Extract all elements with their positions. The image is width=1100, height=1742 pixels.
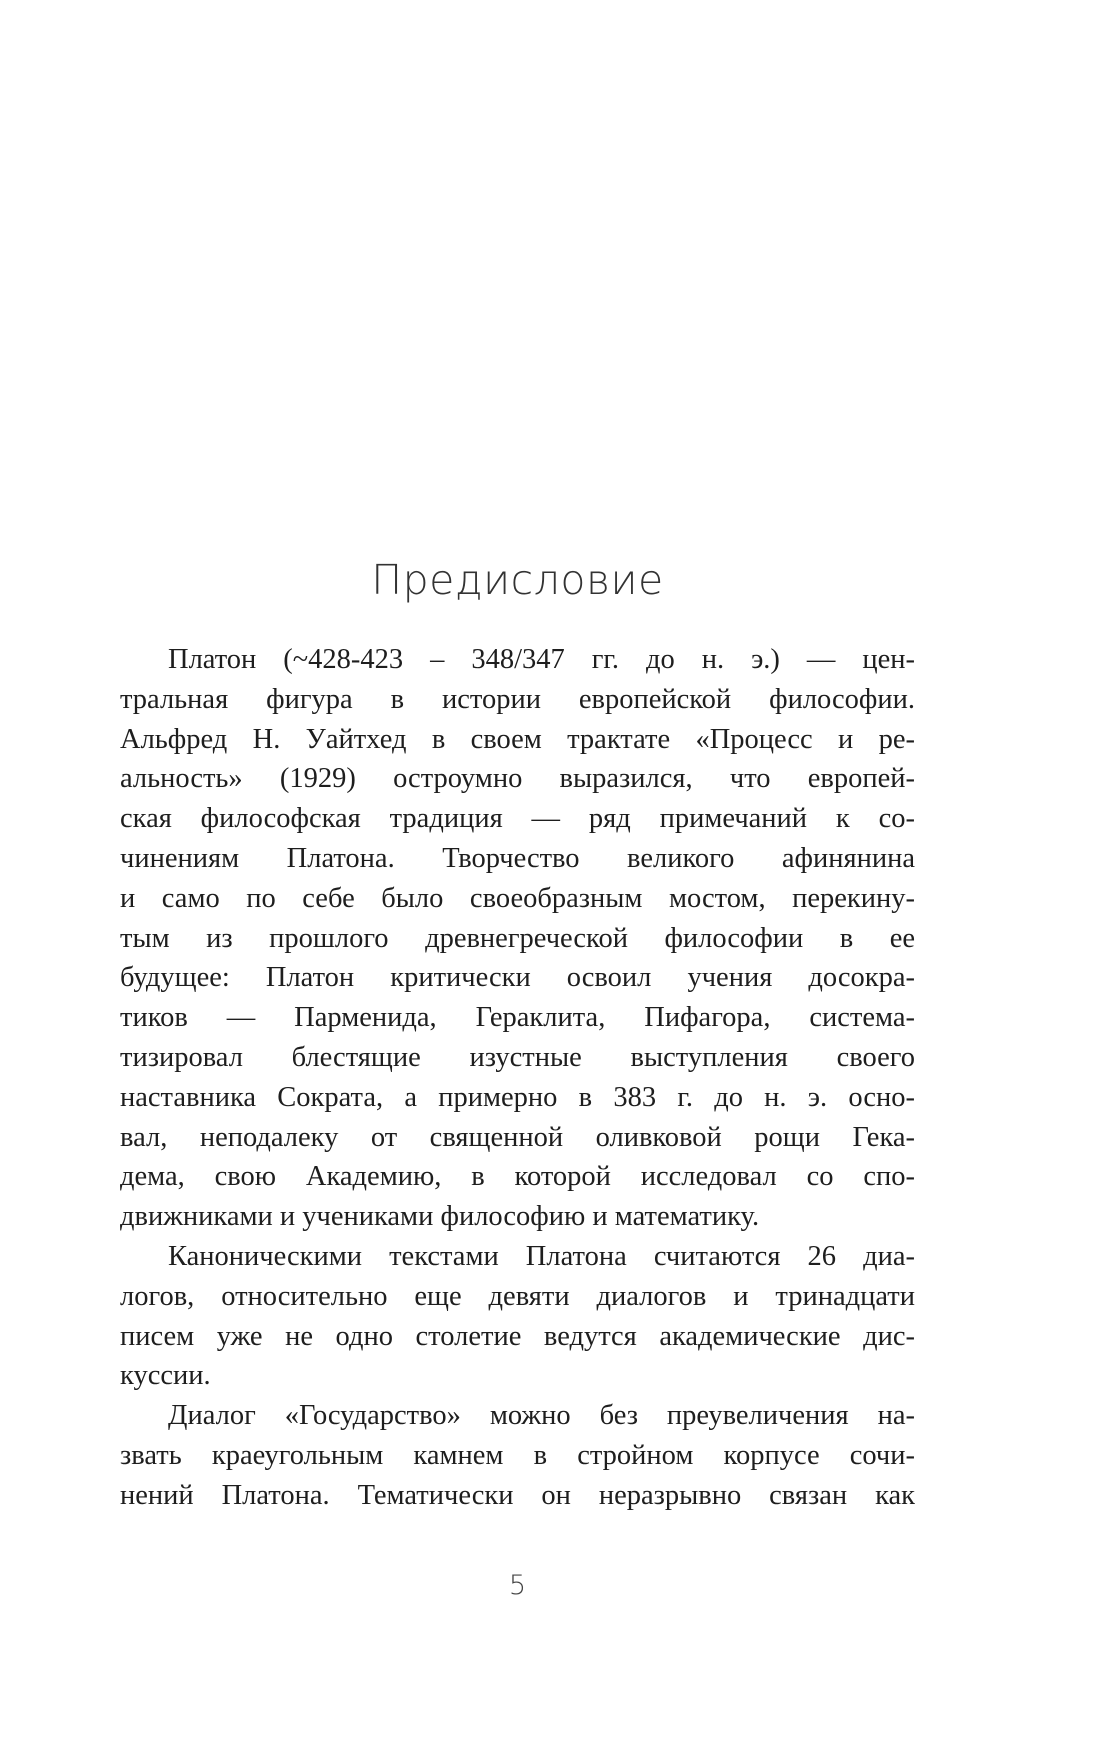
- text-line: Альфред Н. Уайтхед в своем трактате «Процесс и ре-: [120, 723, 915, 755]
- text-line: Диалог «Государство» можно без преувеличения на-: [168, 1400, 915, 1432]
- text-line: тральная фигура в истории европейской философии.: [120, 683, 915, 715]
- page-number: 5: [508, 1570, 527, 1601]
- body-text: [120, 640, 915, 1516]
- text-line: дема, свою Академию, в которой исследовал со спо-: [120, 1161, 915, 1193]
- text-line: и само по себе было своеобразным мостом, перекину-: [120, 882, 915, 914]
- text-line: звать краеугольным камнем в стройном корпусе сочи-: [120, 1439, 915, 1471]
- text-line: наставника Сократа, а примерно в 383 г. до н. э. осно-: [120, 1081, 915, 1113]
- text-line: нений Платона. Тематически он неразрывно связан как: [120, 1479, 915, 1511]
- text-line: тиков — Парменида, Гераклита, Пифагора, система-: [120, 1002, 915, 1034]
- text-line: движниками и учениками философию и математику.: [120, 1201, 760, 1233]
- text-line: ская философская традиция — ряд примечаний к со-: [120, 803, 915, 835]
- text-line: Каноническими текстами Платона считаются 26 диа-: [168, 1240, 915, 1272]
- text-line: тизировал блестящие изустные выступления своего: [120, 1041, 915, 1073]
- text-line: тым из прошлого древнегреческой философии в ее: [120, 922, 915, 954]
- text-line: альность» (1929) остроумно выразился, что европей-: [120, 763, 915, 795]
- text-line: Платон (~428-423 – 348/347 гг. до н. э.) — цен-: [168, 644, 915, 675]
- text-line: логов, относительно еще девяти диалогов и тринадцати: [120, 1280, 915, 1312]
- text-line: будущее: Платон критически освоил учения досокра-: [120, 962, 915, 994]
- text-line: писем уже не одно столетие ведутся академические дис-: [120, 1320, 915, 1352]
- text-line: вал, неподалеку от священной оливковой рощи Гека-: [120, 1121, 915, 1153]
- text-line: чинениям Платона. Творчество великого афинянина: [120, 842, 915, 874]
- chapter-title: Предисловие: [371, 556, 664, 604]
- text-line: куссии.: [120, 1360, 211, 1392]
